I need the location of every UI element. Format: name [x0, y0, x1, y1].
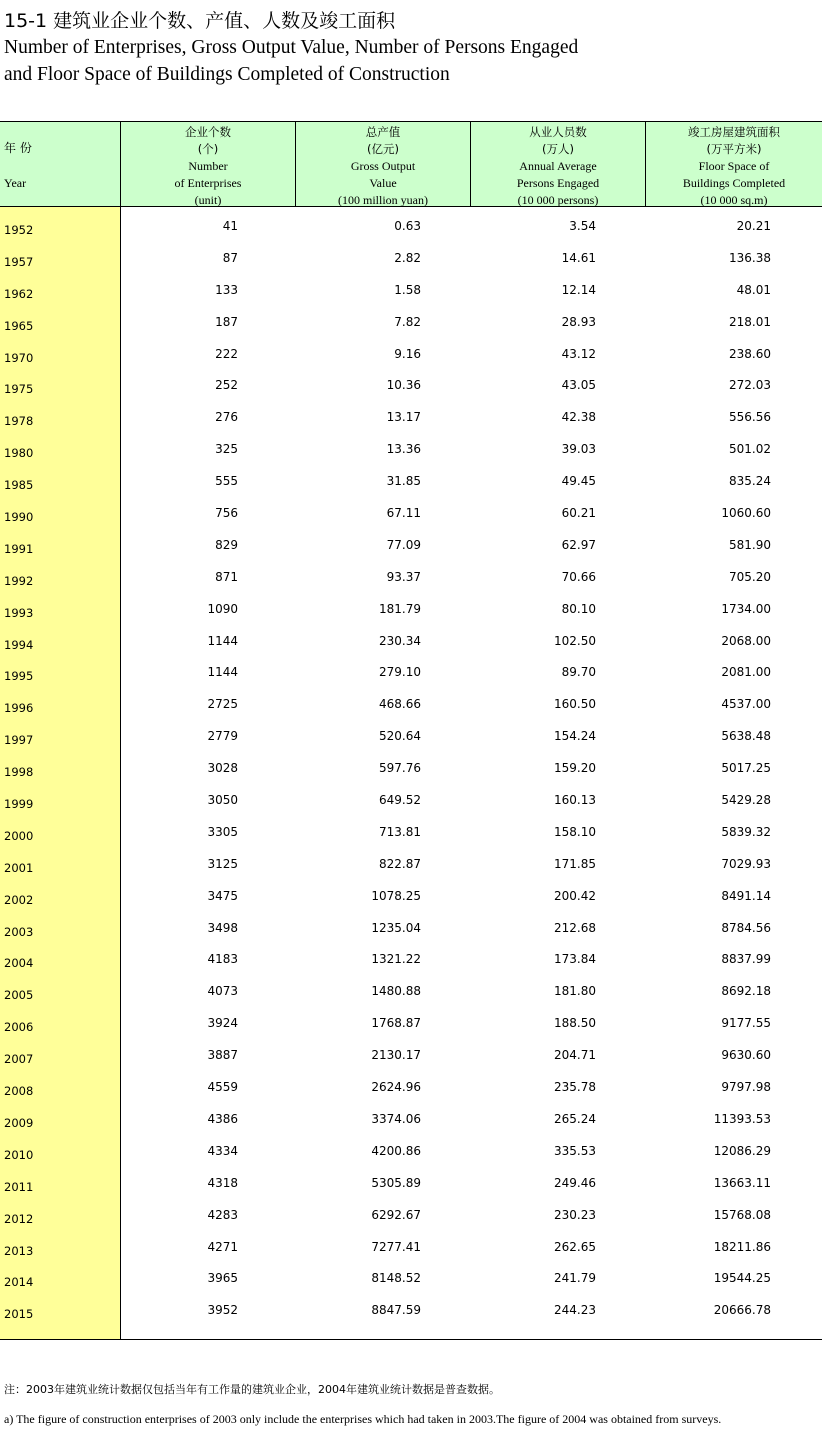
- cell-persons: 335.53: [554, 1143, 596, 1158]
- table-row: [0, 1196, 822, 1228]
- table-row: [0, 877, 822, 909]
- cell-year: 2015: [4, 1307, 34, 1322]
- cell-output-value: 4200.86: [371, 1143, 421, 1158]
- cell-output-value: 8847.59: [371, 1303, 421, 1318]
- cell-floor-space: 20666.78: [713, 1303, 771, 1318]
- table-row: [0, 653, 822, 685]
- header-output-cn: 总产值: [365, 125, 401, 139]
- cell-enterprises: 2725: [207, 697, 238, 712]
- cell-floor-space: 5638.48: [721, 729, 771, 744]
- cell-enterprises: 325: [215, 442, 238, 457]
- cell-enterprises: 4559: [207, 1080, 238, 1095]
- cell-output-value: 7.82: [394, 314, 421, 329]
- header-year-cn: 年 份: [4, 141, 32, 155]
- cell-floor-space: 5839.32: [721, 824, 771, 839]
- cell-persons: 102.50: [554, 633, 596, 648]
- cell-output-value: 713.81: [379, 824, 421, 839]
- cell-enterprises: 222: [215, 346, 238, 361]
- cell-floor-space: 20.21: [736, 219, 771, 233]
- header-year-en: Year: [4, 176, 27, 190]
- cell-enterprises: 4183: [207, 952, 238, 967]
- header-floor-en1: Floor Space of: [698, 159, 770, 173]
- header-persons-en1: Annual Average: [519, 159, 597, 173]
- cell-year: 2013: [4, 1243, 34, 1258]
- cell-enterprises: 252: [215, 378, 238, 393]
- cell-year: 1965: [4, 318, 34, 333]
- cell-year: 1992: [4, 573, 34, 588]
- cell-year: 1957: [4, 254, 34, 269]
- cell-output-value: 7277.41: [371, 1239, 421, 1254]
- table-row: [0, 1291, 822, 1323]
- cell-year: 2004: [4, 956, 34, 971]
- cell-output-value: 1078.25: [371, 888, 421, 903]
- cell-persons: 159.20: [554, 761, 596, 776]
- cell-persons: 158.10: [554, 824, 596, 839]
- cell-enterprises: 4271: [207, 1239, 238, 1254]
- cell-floor-space: 501.02: [729, 442, 771, 457]
- cell-persons: 173.84: [554, 952, 596, 967]
- cell-floor-space: 8837.99: [721, 952, 771, 967]
- cell-year: 2001: [4, 860, 34, 875]
- cell-year: 2007: [4, 1052, 34, 1067]
- table-row: [0, 940, 822, 972]
- cell-year: 2009: [4, 1115, 34, 1130]
- cell-floor-space: 9630.60: [721, 1048, 771, 1063]
- cell-persons: 241.79: [554, 1271, 596, 1286]
- cell-floor-space: 136.38: [729, 250, 771, 265]
- cell-enterprises: 3887: [207, 1048, 238, 1063]
- cell-persons: 28.93: [561, 314, 596, 329]
- cell-output-value: 822.87: [379, 856, 421, 871]
- cell-floor-space: 1060.60: [721, 506, 771, 521]
- cell-persons: 200.42: [554, 888, 596, 903]
- cell-enterprises: 4073: [207, 984, 238, 999]
- cell-floor-space: 12086.29: [713, 1143, 771, 1158]
- cell-year: 2014: [4, 1275, 34, 1290]
- cell-output-value: 5305.89: [371, 1175, 421, 1190]
- cell-output-value: 1768.87: [371, 1016, 421, 1031]
- cell-output-value: 279.10: [379, 665, 421, 680]
- table-row: [0, 335, 822, 367]
- header-floor-cn: 竣工房屋建筑面积: [688, 125, 780, 139]
- cell-enterprises: 4283: [207, 1207, 238, 1222]
- table-row: [0, 685, 822, 717]
- table-row: [0, 303, 822, 335]
- footnote-cn: 注：2003年建筑业统计数据仅包括当年有工作量的建筑业企业，2004年建筑业统计数据是普查数据。: [4, 1383, 500, 1396]
- cell-year: 1985: [4, 478, 34, 493]
- cell-output-value: 1321.22: [371, 952, 421, 967]
- cell-enterprises: 3305: [207, 824, 238, 839]
- cell-enterprises: 3475: [207, 888, 238, 903]
- cell-year: 2012: [4, 1211, 34, 1226]
- cell-floor-space: 835.24: [729, 474, 771, 489]
- cell-year: 2003: [4, 924, 34, 939]
- cell-floor-space: 581.90: [729, 537, 771, 552]
- table-row: [0, 239, 822, 271]
- table-title-cn: 15-1 建筑业企业个数、产值、人数及竣工面积: [4, 10, 396, 32]
- cell-enterprises: 3965: [207, 1271, 238, 1286]
- table-header: [0, 121, 822, 207]
- cell-persons: 154.24: [554, 729, 596, 744]
- cell-enterprises: 187: [215, 314, 238, 329]
- table-row: [0, 1004, 822, 1036]
- cell-floor-space: 8491.14: [721, 888, 771, 903]
- table-row: [0, 1100, 822, 1132]
- cell-persons: 60.21: [561, 506, 596, 521]
- cell-persons: 43.12: [561, 346, 596, 361]
- cell-enterprises: 3952: [207, 1303, 238, 1318]
- cell-persons: 262.65: [554, 1239, 596, 1254]
- cell-floor-space: 5429.28: [721, 793, 771, 808]
- cell-floor-space: 5017.25: [721, 761, 771, 776]
- cell-output-value: 93.37: [386, 569, 421, 584]
- cell-floor-space: 1734.00: [721, 601, 771, 616]
- cell-enterprises: 3924: [207, 1016, 238, 1031]
- cell-floor-space: 2081.00: [721, 665, 771, 680]
- cell-persons: 265.24: [554, 1111, 596, 1126]
- table-body: [0, 207, 822, 1340]
- cell-year: 2006: [4, 1020, 34, 1035]
- header-persons-cn: 从业人员数: [529, 125, 587, 139]
- cell-year: 2011: [4, 1179, 34, 1194]
- header-enterprises: [121, 122, 296, 206]
- cell-output-value: 597.76: [379, 761, 421, 776]
- cell-output-value: 9.16: [394, 346, 421, 361]
- header-enterprises-en2: of Enterprises: [174, 176, 242, 190]
- cell-output-value: 77.09: [386, 537, 421, 552]
- table-row: [0, 558, 822, 590]
- header-output-unit-en: (100 million yuan): [338, 193, 428, 207]
- cell-floor-space: 4537.00: [721, 697, 771, 712]
- cell-persons: 42.38: [561, 410, 596, 425]
- table-title-en-line1: Number of Enterprises, Gross Output Value, Number of Persons Engaged: [4, 37, 579, 58]
- cell-year: 2008: [4, 1084, 34, 1099]
- header-output-en2: Value: [369, 176, 397, 190]
- header-year: [0, 122, 121, 206]
- cell-persons: 39.03: [561, 442, 596, 457]
- cell-floor-space: 11393.53: [713, 1111, 771, 1126]
- cell-floor-space: 2068.00: [721, 633, 771, 648]
- table-row: [0, 1036, 822, 1068]
- cell-persons: 12.14: [561, 282, 596, 297]
- cell-year: 1997: [4, 733, 34, 748]
- cell-output-value: 31.85: [386, 474, 421, 489]
- cell-floor-space: 19544.25: [713, 1271, 771, 1286]
- header-persons-unit-en: (10 000 persons): [517, 193, 599, 207]
- table-row: [0, 366, 822, 398]
- cell-persons: 49.45: [561, 474, 596, 489]
- header-enterprises-unit-en: (unit): [194, 193, 222, 207]
- table-row: [0, 1228, 822, 1260]
- cell-floor-space: 705.20: [729, 569, 771, 584]
- cell-enterprises: 4386: [207, 1111, 238, 1126]
- cell-enterprises: 4318: [207, 1175, 238, 1190]
- cell-output-value: 2624.96: [371, 1080, 421, 1095]
- header-floor-unit-en: (10 000 sq.m): [700, 193, 768, 207]
- table-row: [0, 749, 822, 781]
- cell-output-value: 0.63: [394, 219, 421, 233]
- cell-year: 1970: [4, 350, 34, 365]
- cell-year: 1996: [4, 701, 34, 716]
- cell-floor-space: 238.60: [729, 346, 771, 361]
- cell-enterprises: 3028: [207, 761, 238, 776]
- table-row: [0, 909, 822, 941]
- header-persons-unit-cn: (万人): [542, 142, 574, 156]
- cell-enterprises: 756: [215, 506, 238, 521]
- cell-year: 2010: [4, 1147, 34, 1162]
- cell-floor-space: 7029.93: [721, 856, 771, 871]
- table-row: [0, 271, 822, 303]
- header-floor-space: [646, 122, 822, 206]
- cell-persons: 244.23: [554, 1303, 596, 1318]
- cell-year: 1998: [4, 765, 34, 780]
- table-row: [0, 430, 822, 462]
- cell-output-value: 1235.04: [371, 920, 421, 935]
- cell-floor-space: 48.01: [736, 282, 771, 297]
- cell-output-value: 181.79: [379, 601, 421, 616]
- cell-persons: 14.61: [561, 250, 596, 265]
- cell-persons: 70.66: [561, 569, 596, 584]
- cell-floor-space: 218.01: [729, 314, 771, 329]
- cell-output-value: 6292.67: [371, 1207, 421, 1222]
- cell-year: 1978: [4, 414, 34, 429]
- cell-output-value: 468.66: [379, 697, 421, 712]
- cell-enterprises: 871: [215, 569, 238, 584]
- cell-persons: 212.68: [554, 920, 596, 935]
- cell-output-value: 520.64: [379, 729, 421, 744]
- cell-enterprises: 2779: [207, 729, 238, 744]
- cell-persons: 188.50: [554, 1016, 596, 1031]
- cell-output-value: 1480.88: [371, 984, 421, 999]
- cell-enterprises: 87: [222, 250, 238, 265]
- cell-enterprises: 133: [215, 282, 238, 297]
- cell-year: 1962: [4, 286, 34, 301]
- header-floor-unit-cn: (万平方米): [706, 142, 762, 156]
- cell-output-value: 649.52: [379, 793, 421, 808]
- table-row: [0, 781, 822, 813]
- cell-output-value: 10.36: [386, 378, 421, 393]
- cell-floor-space: 18211.86: [713, 1239, 771, 1254]
- table-row: [0, 1164, 822, 1196]
- header-enterprises-unit-cn: (个): [197, 142, 219, 156]
- cell-year: 1980: [4, 446, 34, 461]
- table-row: [0, 1259, 822, 1291]
- cell-enterprises: 829: [215, 537, 238, 552]
- cell-enterprises: 1144: [207, 665, 238, 680]
- footnote-en: a) The figure of construction enterprises of 2003 only include the enterprises which had taken in 2003.The figure of 2004 was obtained from surveys.: [4, 1412, 722, 1426]
- table-title-en-line2: and Floor Space of Buildings Completed of Construction: [4, 64, 450, 85]
- header-enterprises-cn: 企业个数: [185, 125, 231, 139]
- header-persons: [471, 122, 646, 206]
- cell-persons: 204.71: [554, 1048, 596, 1063]
- cell-persons: 89.70: [561, 665, 596, 680]
- cell-persons: 235.78: [554, 1080, 596, 1095]
- cell-year: 1990: [4, 510, 34, 525]
- cell-year: 1993: [4, 605, 34, 620]
- cell-year: 1952: [4, 223, 34, 237]
- table-row: [0, 1068, 822, 1100]
- cell-year: 1991: [4, 541, 34, 556]
- table-row: [0, 845, 822, 877]
- cell-output-value: 2.82: [394, 250, 421, 265]
- table-row: [0, 622, 822, 654]
- table-row: [0, 398, 822, 430]
- cell-year: 2000: [4, 828, 34, 843]
- cell-persons: 230.23: [554, 1207, 596, 1222]
- table-row: [0, 813, 822, 845]
- table-row: [0, 462, 822, 494]
- cell-output-value: 13.36: [386, 442, 421, 457]
- cell-persons: 249.46: [554, 1175, 596, 1190]
- cell-floor-space: 13663.11: [713, 1175, 771, 1190]
- header-output-unit-cn: (亿元): [367, 142, 399, 156]
- cell-floor-space: 8784.56: [721, 920, 771, 935]
- cell-output-value: 13.17: [386, 410, 421, 425]
- cell-enterprises: 41: [222, 219, 238, 233]
- cell-output-value: 67.11: [386, 506, 421, 521]
- cell-year: 2005: [4, 988, 34, 1003]
- table-row: [0, 972, 822, 1004]
- cell-floor-space: 15768.08: [713, 1207, 771, 1222]
- table-row: [0, 526, 822, 558]
- cell-enterprises: 3050: [207, 793, 238, 808]
- cell-output-value: 3374.06: [371, 1111, 421, 1126]
- cell-enterprises: 1090: [207, 601, 238, 616]
- cell-floor-space: 556.56: [729, 410, 771, 425]
- header-output-value: [296, 122, 471, 206]
- cell-output-value: 2130.17: [371, 1048, 421, 1063]
- table-row: [0, 494, 822, 526]
- cell-year: 1975: [4, 382, 34, 397]
- cell-year: 2002: [4, 892, 34, 907]
- cell-persons: 62.97: [561, 537, 596, 552]
- cell-persons: 80.10: [561, 601, 596, 616]
- cell-floor-space: 9797.98: [721, 1080, 771, 1095]
- cell-year: 1994: [4, 637, 34, 652]
- cell-year: 1995: [4, 669, 34, 684]
- cell-persons: 181.80: [554, 984, 596, 999]
- header-enterprises-en1: Number: [188, 159, 228, 173]
- header-output-en1: Gross Output: [350, 159, 416, 173]
- cell-enterprises: 4334: [207, 1143, 238, 1158]
- table-rows: [0, 207, 822, 1323]
- cell-persons: 171.85: [554, 856, 596, 871]
- cell-persons: 160.50: [554, 697, 596, 712]
- table-row: [0, 717, 822, 749]
- cell-enterprises: 555: [215, 474, 238, 489]
- header-persons-en2: Persons Engaged: [516, 176, 600, 190]
- cell-enterprises: 1144: [207, 633, 238, 648]
- cell-output-value: 230.34: [379, 633, 421, 648]
- table-row: [0, 1132, 822, 1164]
- table-row: [0, 207, 822, 239]
- cell-persons: 43.05: [561, 378, 596, 393]
- cell-output-value: 8148.52: [371, 1271, 421, 1286]
- cell-floor-space: 8692.18: [721, 984, 771, 999]
- table-row: [0, 590, 822, 622]
- cell-floor-space: 272.03: [729, 378, 771, 393]
- cell-output-value: 1.58: [394, 282, 421, 297]
- cell-enterprises: 3125: [207, 856, 238, 871]
- cell-enterprises: 276: [215, 410, 238, 425]
- cell-persons: 160.13: [554, 793, 596, 808]
- cell-year: 1999: [4, 797, 34, 812]
- cell-enterprises: 3498: [207, 920, 238, 935]
- cell-persons: 3.54: [569, 219, 596, 233]
- header-floor-en2: Buildings Completed: [682, 176, 786, 190]
- cell-floor-space: 9177.55: [721, 1016, 771, 1031]
